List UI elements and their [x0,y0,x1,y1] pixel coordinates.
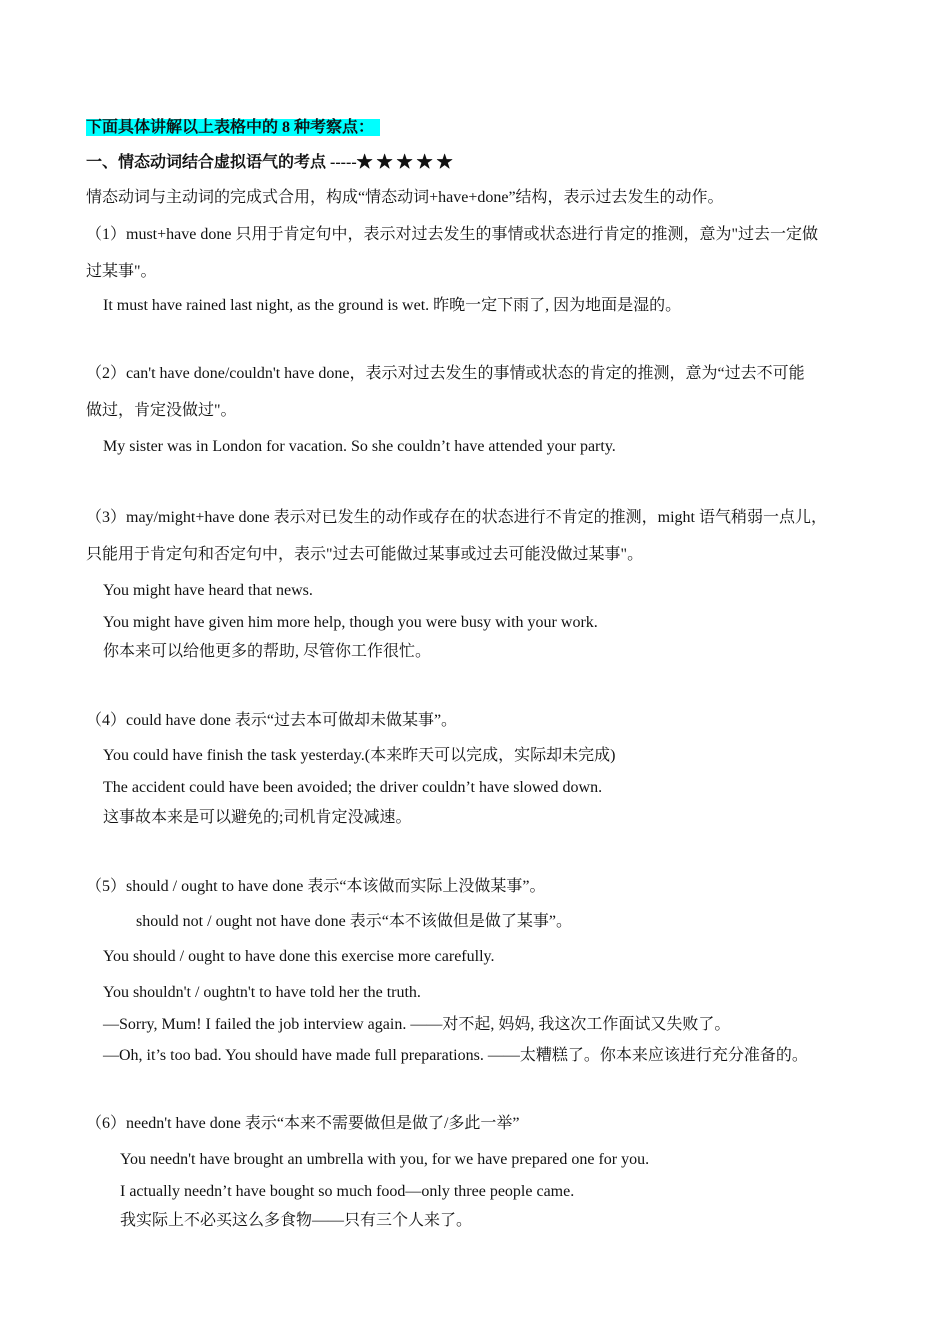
point-3-example-1: You might have heard that news. [103,582,313,599]
point-1-example-1: It must have rained last night, as the ground is wet. 昨晚一定下雨了, 因为地面是湿的。 [103,297,682,314]
highlighted-intro [86,118,380,138]
point-5-line-1: （5）should / ought to have done 表示“本该做而实际上没做某事”。 [86,878,546,895]
point-4-example-2: The accident could have been avoided; the driver couldn’t have slowed down. [103,779,603,796]
point-3-example-2: You might have given him more help, though you were busy with your work. [103,614,598,631]
point-5-example-3: —Sorry, Mum! I failed the job interview again. ——对不起, 妈妈, 我这次工作面试又失败了。 [103,1016,731,1033]
point-1-line-2: 过某事"。 [86,263,157,280]
point-2-line-1: （2）can't have done/couldn't have done，表示对过去发生的事情或状态的肯定的推测，意为“过去不可能 [86,365,805,382]
point-3-example-2-translation: 你本来可以给他更多的帮助, 尽管你工作很忙。 [103,643,432,660]
point-3-line-1: （3）may/might+have done 表示对已发生的动作或存在的状态进行不肯定的推测，might 语气稍弱一点儿， [86,509,827,526]
point-4-example-2-translation: 这事故本来是可以避免的;司机肯定没减速。 [103,809,412,826]
section-heading: 一、情态动词结合虚拟语气的考点 -----★ ★ ★ ★ ★ [86,154,453,171]
point-5-example-2: You shouldn't / oughtn't to have told her the truth. [103,984,421,1001]
point-4-line-1: （4）could have done 表示“过去本可做却未做某事”。 [86,712,458,729]
point-5-example-4: —Oh, it’s too bad. You should have made full preparations. ——太糟糕了。你本来应该进行充分准备的。 [103,1047,808,1064]
point-1-line-1: （1）must+have done 只用于肯定句中，表示对过去发生的事情或状态进行肯定的推测，意为"过去一定做 [86,226,818,243]
point-5-line-2: should not / ought not have done 表示“本不该做但是做了某事”。 [136,913,572,930]
point-6-line-1: （6）needn't have done 表示“本来不需要做但是做了/多此一举” [86,1115,520,1132]
point-2-example-1: My sister was in London for vacation. So she couldn’t have attended your party. [103,438,616,455]
point-4-example-1: You could have finish the task yesterday.(本来昨天可以完成，实际却未完成) [103,747,616,764]
point-2-line-2: 做过，肯定没做过"。 [86,402,237,419]
intro-highlight-text: 下面具体讲解以上表格中的 8 种考察点： [86,119,380,136]
point-6-example-2: I actually needn’t have bought so much food—only three people came. [120,1183,575,1200]
point-5-example-1: You should / ought to have done this exercise more carefully. [103,948,495,965]
point-6-example-1: You needn't have brought an umbrella with you, for we have prepared one for you. [120,1151,650,1168]
point-6-example-2-translation: 我实际上不必买这么多食物——只有三个人来了。 [120,1212,473,1229]
point-3-line-2: 只能用于肯定句和否定句中，表示"过去可能做过某事或过去可能没做过某事"。 [86,546,644,563]
section-intro: 情态动词与主动词的完成式合用，构成“情态动词+have+done”结构，表示过去发生的动作。 [86,189,724,206]
